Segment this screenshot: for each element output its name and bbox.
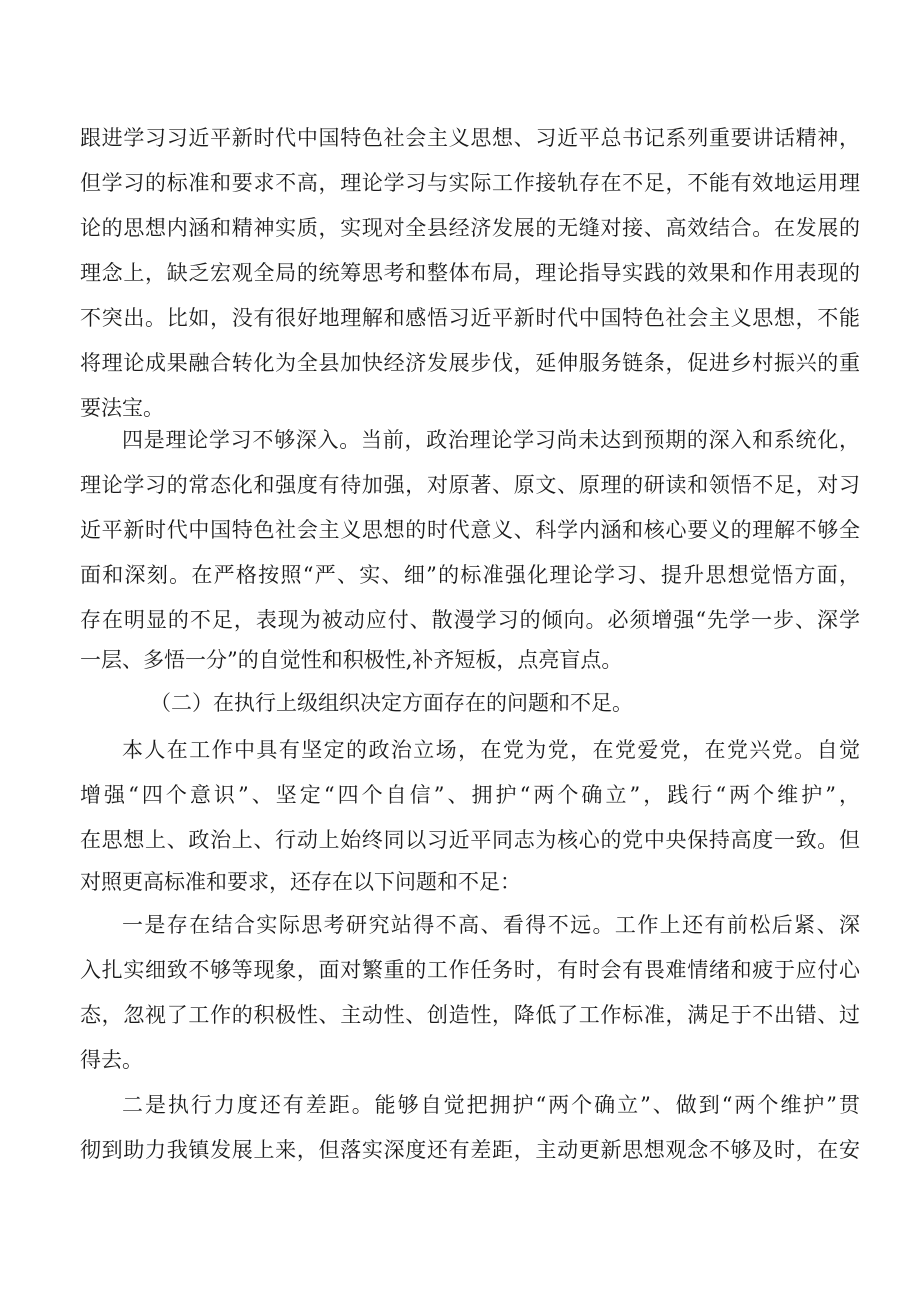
paragraph-1-line-1: 跟进学习习近平新时代中国特色社会主义思想、习近平总书记系列重要讲话精神， — [80, 126, 860, 150]
paragraph-1-line-7: 要法宝。 — [80, 396, 164, 420]
paragraph-3-line-4: 对照更高标准和要求，还存在以下问题和不足： — [80, 870, 521, 894]
paragraph-4-line-2: 入扎实细致不够等现象，面对繁重的工作任务时，有时会有畏难情绪和疲于应付心 — [80, 958, 860, 982]
paragraph-2-line-4: 面和深刻。在严格按照“严、实、细”的标准强化理论学习、提升思想觉悟方面， — [80, 563, 860, 587]
paragraph-1-line-3: 论的思想内涵和精神实质，实现对全县经济发展的无缝对接、高效结合。在发展的 — [80, 216, 860, 240]
paragraph-1-line-4: 理念上，缺乏宏观全局的统筹思考和整体布局，理论指导实践的效果和作用表现的 — [80, 261, 860, 285]
paragraph-2-line-2: 理论学习的常态化和强度有待加强，对原著、原文、原理的研读和领悟不足，对习 — [80, 473, 860, 497]
paragraph-3-line-2: 增强“四个意识”、坚定“四个自信”、拥护“两个确立”，践行“两个维护”， — [80, 783, 860, 807]
paragraph-2-line-1: 四是理论学习不够深入。当前，政治理论学习尚未达到预期的深入和系统化， — [122, 428, 860, 452]
paragraph-4-line-3: 态，忽视了工作的积极性、主动性、创造性，降低了工作标准，满足于不出错、过 — [80, 1003, 860, 1027]
paragraph-2-line-5: 存在明显的不足，表现为被动应付、散漫学习的倾向。必须增强“先学一步、深学 — [80, 608, 860, 632]
paragraph-2-line-6: 一层、多悟一分”的自觉性和积极性,补齐短板，点亮盲点。 — [80, 648, 623, 672]
paragraph-3-line-3: 在思想上、政治上、行动上始终同以习近平同志为核心的党中央保持高度一致。但 — [80, 828, 860, 852]
paragraph-3-line-1: 本人在工作中具有坚定的政治立场，在党为党，在党爱党，在党兴党。自觉 — [122, 738, 860, 762]
paragraph-1-line-2: 但学习的标准和要求不高，理论学习与实际工作接轨存在不足，不能有效地运用理 — [80, 171, 860, 195]
paragraph-1-line-5: 不突出。比如，没有很好地理解和感悟习近平新时代中国特色社会主义思想，不能 — [80, 306, 860, 330]
paragraph-1-line-6: 将理论成果融合转化为全县加快经济发展步伐，延伸服务链条，促进乡村振兴的重 — [80, 351, 860, 375]
paragraph-2-line-3: 近平新时代中国特色社会主义思想的时代意义、科学内涵和核心要义的理解不够全 — [80, 518, 860, 542]
paragraph-4-line-4: 得去。 — [80, 1048, 143, 1072]
section-heading: （二）在执行上级组织决定方面存在的问题和不足。 — [150, 691, 633, 715]
paragraph-5-line-2: 彻到助力我镇发展上来，但落实深度还有差距，主动更新思想观念不够及时，在安 — [80, 1138, 860, 1162]
paragraph-5-line-1: 二是执行力度还有差距。能够自觉把拥护“两个确立”、做到“两个维护”贯 — [122, 1093, 860, 1117]
paragraph-4-line-1: 一是存在结合实际思考研究站得不高、看得不远。工作上还有前松后紧、深 — [122, 913, 860, 937]
